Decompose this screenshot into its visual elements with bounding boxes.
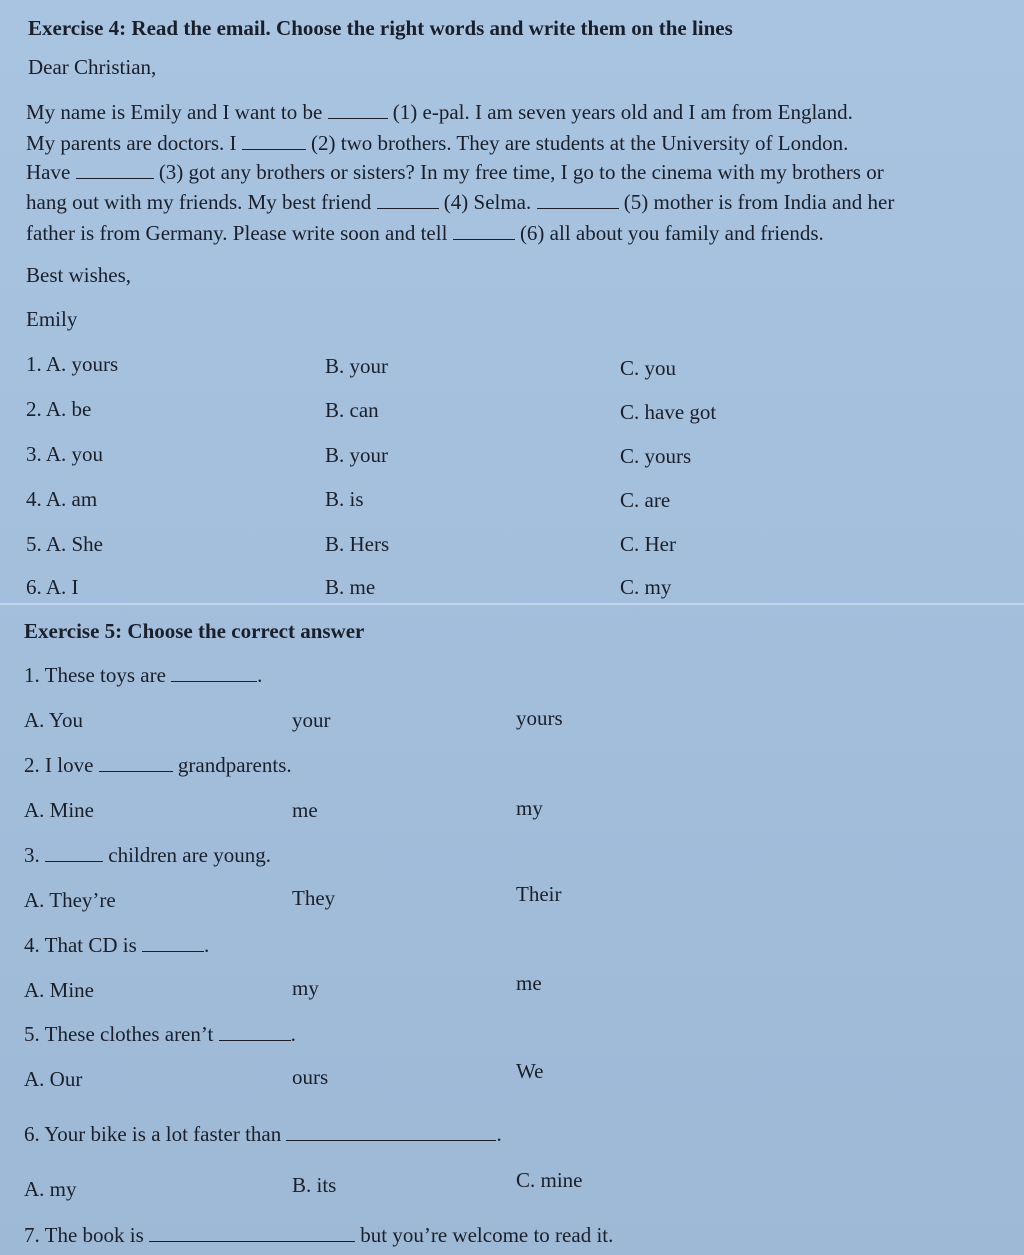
blank-6[interactable] xyxy=(453,221,515,240)
email-text: (3) got any brothers or sisters? In my free time, I go to the cinema with my brothers or xyxy=(158,160,884,184)
ex5-q6-option-c[interactable]: C. mine xyxy=(516,1168,583,1192)
question-text: 1. These toys are xyxy=(24,663,166,687)
ex5-q4-option-b[interactable]: my xyxy=(292,976,319,1000)
q5-option-b[interactable]: B. Hers xyxy=(325,532,390,556)
ex5-q3-option-b[interactable]: They xyxy=(292,886,336,910)
ex5-q5-option-c[interactable]: We xyxy=(516,1059,544,1083)
ex5-q4-option-a[interactable]: A. Mine xyxy=(24,978,94,1002)
email-text: (1) e-pal. I am seven years old and I am from England. xyxy=(392,100,853,124)
q2-option-a[interactable]: 2. A. be xyxy=(26,397,92,421)
q3-option-c[interactable]: C. yours xyxy=(620,444,692,468)
email-greeting: Dear Christian, xyxy=(28,55,157,79)
question-text: grandparents. xyxy=(177,753,292,777)
q1-option-c[interactable]: C. you xyxy=(620,356,677,380)
ex5-blank-7[interactable] xyxy=(149,1223,355,1242)
question-text: 7. The book is xyxy=(24,1223,144,1247)
q4-option-b[interactable]: B. is xyxy=(325,487,364,511)
ex5-q5-option-a[interactable]: A. Our xyxy=(24,1067,83,1091)
ex5-q5-option-b[interactable]: ours xyxy=(292,1065,329,1089)
q1-option-b[interactable]: B. your xyxy=(325,354,388,378)
q3-option-b[interactable]: B. your xyxy=(325,443,388,467)
email-line-3 xyxy=(26,159,884,185)
email-text: (5) mother is from India and her xyxy=(623,190,895,214)
email-signature: Emily xyxy=(26,307,78,331)
blank-1[interactable] xyxy=(328,100,388,119)
blank-4[interactable] xyxy=(377,190,439,209)
question-text: . xyxy=(257,663,263,687)
exercise-4-title: Exercise 4: Read the email. Choose the right words and write them on the lines xyxy=(28,16,733,40)
blank-5[interactable] xyxy=(537,190,619,209)
email-text: (6) all about you family and friends. xyxy=(519,221,824,245)
q5-option-a[interactable]: 5. A. She xyxy=(26,532,104,556)
ex5-q6-option-b[interactable]: B. its xyxy=(292,1173,337,1197)
email-text: (2) two brothers. They are students at the University of London. xyxy=(311,131,849,155)
email-text: Have xyxy=(26,160,71,184)
ex5-q6-option-a[interactable]: A. my xyxy=(24,1177,77,1201)
ex5-blank-2[interactable] xyxy=(99,753,173,772)
ex5-question-3 xyxy=(24,842,271,868)
question-text: 2. I love xyxy=(24,753,94,777)
q2-option-b[interactable]: B. can xyxy=(325,398,379,422)
q5-option-c[interactable]: C. Her xyxy=(620,532,676,556)
ex5-question-5 xyxy=(24,1021,296,1047)
q2-option-c[interactable]: C. have got xyxy=(620,400,717,424)
ex5-q1-option-b[interactable]: your xyxy=(292,708,331,732)
ex5-question-1 xyxy=(24,662,262,688)
q6-option-b[interactable]: B. me xyxy=(325,575,376,599)
ex5-blank-1[interactable] xyxy=(171,663,257,682)
q4-option-c[interactable]: C. are xyxy=(620,488,671,512)
question-text: . xyxy=(290,1022,296,1046)
ex5-q3-option-a[interactable]: A. They’re xyxy=(24,888,116,912)
email-line-4 xyxy=(26,189,894,215)
ex5-question-7 xyxy=(24,1222,613,1248)
question-text: . xyxy=(204,933,210,957)
email-line-5 xyxy=(26,220,824,246)
question-text: children are young. xyxy=(108,843,271,867)
email-closing: Best wishes, xyxy=(26,263,131,287)
ex5-blank-3[interactable] xyxy=(45,843,103,862)
question-text: 6. Your bike is a lot faster than xyxy=(24,1122,282,1146)
email-text: (4) Selma. xyxy=(443,190,532,214)
q6-option-c[interactable]: C. my xyxy=(620,575,672,599)
ex5-q2-option-c[interactable]: my xyxy=(516,796,543,820)
ex5-question-6 xyxy=(24,1121,502,1147)
ex5-blank-5[interactable] xyxy=(219,1022,291,1041)
blank-2[interactable] xyxy=(242,131,306,150)
question-text: 3. xyxy=(24,843,40,867)
question-text: 5. These clothes aren’t xyxy=(24,1022,214,1046)
q6-option-a[interactable]: 6. A. I xyxy=(26,575,79,599)
email-text: My name is Emily and I want to be xyxy=(26,100,323,124)
paper-fold xyxy=(0,603,1024,605)
q1-option-a[interactable]: 1. A. yours xyxy=(26,352,119,376)
email-text: hang out with my friends. My best friend xyxy=(26,190,372,214)
ex5-q2-option-b[interactable]: me xyxy=(292,798,318,822)
exercise-5-title: Exercise 5: Choose the correct answer xyxy=(24,619,365,643)
email-text: father is from Germany. Please write soon and tell xyxy=(26,221,448,245)
email-line-2 xyxy=(26,130,848,156)
question-text: . xyxy=(496,1122,502,1146)
ex5-blank-4[interactable] xyxy=(142,933,204,952)
ex5-q4-option-c[interactable]: me xyxy=(516,971,542,995)
ex5-blank-6[interactable] xyxy=(286,1122,496,1141)
ex5-q2-option-a[interactable]: A. Mine xyxy=(24,798,94,822)
q3-option-a[interactable]: 3. A. you xyxy=(26,442,104,466)
question-text: 4. That CD is xyxy=(24,933,137,957)
ex5-question-2 xyxy=(24,752,292,778)
ex5-q1-option-a[interactable]: A. You xyxy=(24,708,83,732)
blank-3[interactable] xyxy=(76,160,154,179)
ex5-q3-option-c[interactable]: Their xyxy=(516,882,562,906)
question-text: but you’re welcome to read it. xyxy=(360,1223,614,1247)
email-text: My parents are doctors. I xyxy=(26,131,237,155)
q4-option-a[interactable]: 4. A. am xyxy=(26,487,98,511)
ex5-q1-option-c[interactable]: yours xyxy=(516,706,563,730)
ex5-question-4 xyxy=(24,932,209,958)
email-line-1 xyxy=(26,99,853,125)
